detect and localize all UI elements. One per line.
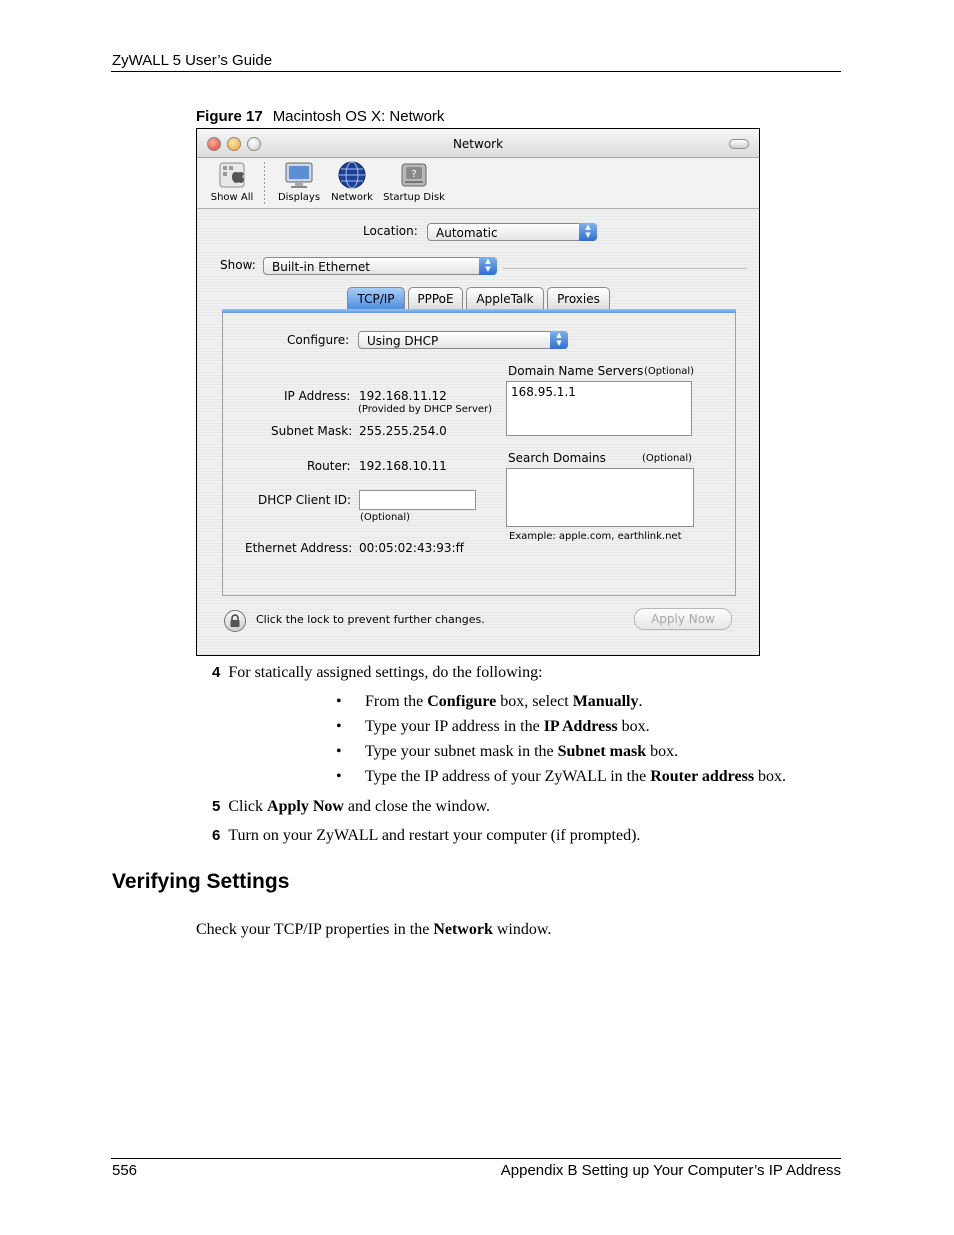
- toolbar-label: Startup Disk: [383, 192, 445, 203]
- apple-icon: [216, 160, 248, 190]
- disk-icon: [398, 160, 430, 190]
- running-footer: Appendix B Setting up Your Computer’s IP Address: [500, 1162, 841, 1179]
- location-label: Location:: [363, 224, 418, 238]
- show-label: Show:: [220, 258, 256, 272]
- search-domains-label: Search Domains: [508, 451, 606, 465]
- step-5: [212, 798, 490, 816]
- step-number: 4: [212, 664, 221, 681]
- step-text-part: and close the window.: [343, 798, 490, 815]
- ip-address-label: IP Address:: [284, 389, 351, 403]
- ethernet-address-label: Ethernet Address:: [245, 541, 353, 555]
- bullet-configure: [365, 693, 642, 711]
- globe-icon: [336, 160, 368, 190]
- router-label: Router:: [307, 459, 351, 473]
- bullet-bold: Manually: [572, 693, 639, 710]
- bullet-text: Type your subnet mask in the: [365, 743, 558, 760]
- bullet-bold: Configure: [427, 693, 497, 710]
- popup-arrows-icon: ▲ ▼: [479, 257, 497, 275]
- window-title: Network: [452, 137, 504, 151]
- dns-servers-field[interactable]: 168.95.1.1: [506, 381, 692, 436]
- tab-tcpip[interactable]: TCP/IP: [347, 287, 405, 309]
- bullet-item: •: [336, 718, 342, 735]
- toolbar-label: Show All: [210, 192, 254, 203]
- bullet-item: •: [336, 743, 342, 760]
- lock-button[interactable]: [224, 610, 246, 632]
- subnet-mask-label: Subnet Mask:: [271, 424, 353, 438]
- header-rule: [111, 71, 841, 72]
- lock-text: Click the lock to prevent further changes.: [256, 613, 485, 626]
- bullet-item: •: [336, 693, 342, 710]
- bullet-text: box.: [646, 743, 679, 760]
- bullet-text: From the: [365, 693, 428, 710]
- dhcp-client-id-note: (Optional): [360, 512, 411, 523]
- bullet-bold: Subnet mask: [557, 743, 647, 760]
- bullet-text: box, select: [496, 693, 573, 710]
- location-popup[interactable]: [427, 223, 597, 241]
- running-header: ZyWALL 5 User’s Guide: [112, 52, 273, 69]
- figure-label: Figure 17: [196, 108, 263, 125]
- dhcp-client-id-label: DHCP Client ID:: [258, 493, 352, 507]
- window-titlebar: [197, 129, 759, 158]
- figure-title: Macintosh OS X: Network: [272, 108, 445, 125]
- footer-rule: [111, 1158, 841, 1159]
- svg-text:?: ?: [411, 169, 417, 180]
- configure-value: Using DHCP: [367, 334, 439, 348]
- dns-label: Domain Name Servers: [508, 364, 644, 378]
- location-value: Automatic: [436, 226, 498, 240]
- step-6: [212, 827, 640, 845]
- figure-caption: [196, 108, 444, 125]
- step-number: 5: [212, 798, 221, 815]
- toolbar-label: Displays: [277, 192, 321, 203]
- bullet-text: Type your IP address in the: [365, 718, 544, 735]
- tab-appletalk[interactable]: AppleTalk: [466, 287, 544, 309]
- bullet-text: .: [638, 693, 643, 710]
- bullet-subnet-mask: [365, 743, 678, 761]
- section-paragraph: [196, 921, 551, 939]
- toolbar-toggle-button[interactable]: [729, 139, 749, 149]
- show-popup[interactable]: [263, 257, 497, 275]
- configure-popup[interactable]: [358, 331, 568, 349]
- ip-address-value: 192.168.11.12: [359, 389, 447, 403]
- configure-label: Configure:: [287, 333, 350, 347]
- toolbar-label: Network: [331, 192, 373, 203]
- paragraph-text: window.: [492, 921, 552, 938]
- step-text-part: Click: [228, 798, 268, 815]
- section-heading: Verifying Settings: [112, 870, 290, 893]
- subnet-mask-value: 255.255.254.0: [359, 424, 447, 438]
- page-number: 556: [112, 1162, 138, 1179]
- dhcp-client-id-field[interactable]: [359, 490, 476, 510]
- toolbar-displays[interactable]: [273, 160, 325, 203]
- search-domains-field[interactable]: [506, 468, 694, 527]
- show-value: Built-in Ethernet: [272, 260, 370, 274]
- step-text: Turn on your ZyWALL and restart your computer (if prompted).: [228, 827, 641, 844]
- bullet-router: [365, 768, 786, 786]
- popup-arrows-icon: ▲ ▼: [550, 331, 568, 349]
- lock-icon: [225, 611, 245, 631]
- step-bold: Apply Now: [267, 798, 344, 815]
- router-value: 192.168.10.11: [359, 459, 447, 473]
- search-domains-optional: (Optional): [642, 453, 693, 464]
- bullet-ip-address: [365, 718, 650, 736]
- network-window: [196, 128, 760, 656]
- popup-arrows-icon: ▲ ▼: [579, 223, 597, 241]
- tab-pppoe[interactable]: PPPoE: [408, 287, 463, 309]
- step-number: 6: [212, 827, 221, 844]
- step-text: [228, 798, 490, 815]
- toolbar-network[interactable]: [327, 160, 377, 203]
- apply-now-button[interactable]: Apply Now: [634, 608, 732, 630]
- search-domains-example: Example: apple.com, earthlink.net: [509, 531, 682, 542]
- bullet-item: •: [336, 768, 342, 785]
- prefs-toolbar: [197, 158, 759, 209]
- bullet-bold: IP Address: [543, 718, 618, 735]
- step-text: For statically assigned settings, do the following:: [228, 664, 543, 681]
- toolbar-startup-disk[interactable]: [381, 160, 447, 203]
- display-icon: [283, 160, 315, 190]
- tab-proxies[interactable]: Proxies: [547, 287, 610, 309]
- paragraph-text: Check your TCP/IP properties in the: [196, 921, 434, 938]
- bullet-text: Type the IP address of your ZyWALL in the: [365, 768, 651, 785]
- bullet-text: box.: [617, 718, 650, 735]
- bullet-text: box.: [754, 768, 787, 785]
- bullet-bold: Router address: [650, 768, 755, 785]
- ethernet-address-value: 00:05:02:43:93:ff: [359, 541, 464, 555]
- ip-address-note: (Provided by DHCP Server): [358, 404, 493, 415]
- step-4: [212, 664, 543, 682]
- dns-optional: (Optional): [644, 366, 695, 377]
- separator: [503, 268, 747, 269]
- toolbar-show-all[interactable]: [205, 160, 259, 203]
- toolbar-separator: [264, 162, 265, 204]
- paragraph-bold: Network: [433, 921, 493, 938]
